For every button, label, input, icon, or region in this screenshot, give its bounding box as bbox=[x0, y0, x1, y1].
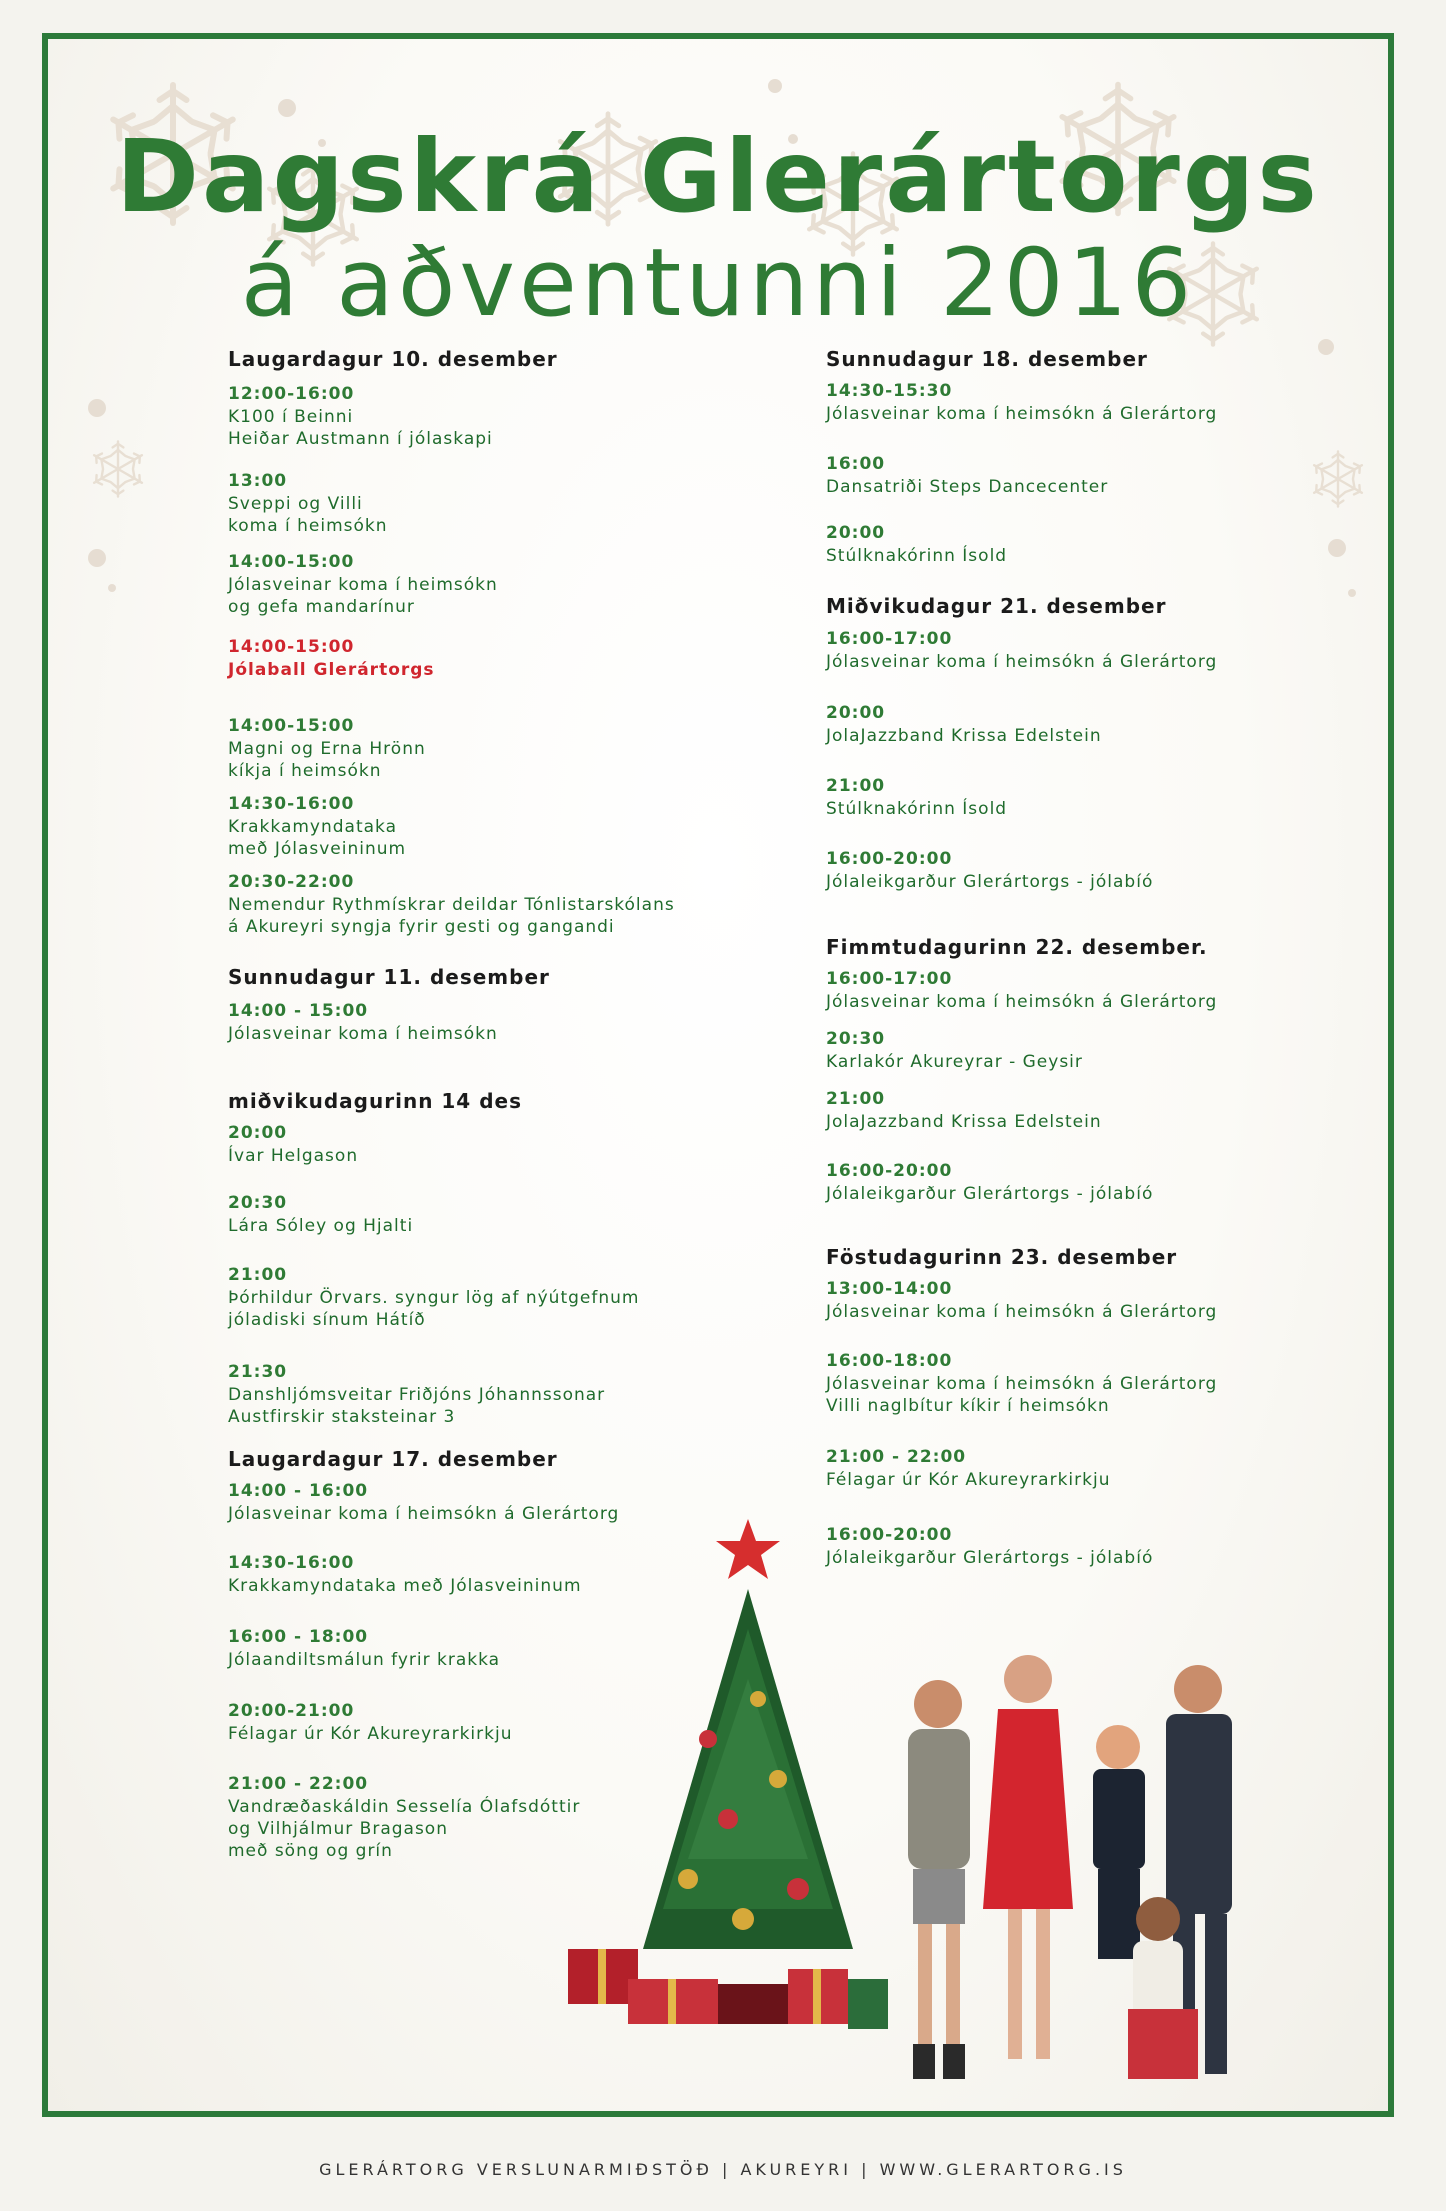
event-time: 16:00-17:00 bbox=[826, 629, 953, 649]
schedule-event bbox=[228, 635, 435, 681]
event-time: 16:00 bbox=[826, 454, 886, 474]
schedule-event bbox=[228, 792, 406, 860]
day-heading: Sunnudagur 18. desember bbox=[826, 347, 1148, 371]
event-time: 14:00-15:00 bbox=[228, 637, 355, 657]
schedule-event bbox=[826, 701, 1102, 747]
schedule-event bbox=[228, 1625, 500, 1671]
day-heading: Sunnudagur 11. desember bbox=[228, 965, 550, 989]
event-description: Villi naglbítur kíkir í heimsókn bbox=[826, 1396, 1110, 1416]
schedule-event bbox=[228, 1479, 619, 1525]
event-description: Danshljómsveitar Friðjóns Jóhannssonar bbox=[228, 1385, 606, 1405]
event-time: 16:00-20:00 bbox=[826, 849, 953, 869]
event-description: kíkja í heimsókn bbox=[228, 761, 382, 781]
decor-dot bbox=[88, 399, 106, 417]
event-time: 20:00 bbox=[826, 703, 886, 723]
decor-dot bbox=[768, 79, 782, 93]
title-line-2: á aðventunni 2016 bbox=[240, 229, 1196, 338]
event-description: Jólasveinar koma í heimsókn á Glerártorg bbox=[826, 1302, 1218, 1322]
event-description: Jólasveinar koma í heimsókn á Glerártorg bbox=[826, 1374, 1218, 1394]
event-description: Félagar úr Kór Akureyrarkirkju bbox=[228, 1724, 513, 1744]
schedule-event bbox=[826, 967, 1217, 1013]
event-time: 16:00-20:00 bbox=[826, 1525, 953, 1545]
event-time: 14:00-15:00 bbox=[228, 716, 355, 736]
schedule-event bbox=[826, 1159, 1153, 1205]
event-description: jóladiski sínum Hátíð bbox=[228, 1310, 426, 1330]
event-description: Sveppi og Villi bbox=[228, 494, 363, 514]
decor-dot bbox=[1328, 539, 1346, 557]
day-heading: Laugardagur 10. desember bbox=[228, 347, 558, 371]
event-time: 14:30-16:00 bbox=[228, 794, 355, 814]
event-time: 14:30-16:00 bbox=[228, 1553, 355, 1573]
event-description: Heiðar Austmann í jólaskapi bbox=[228, 429, 493, 449]
snowflake-icon bbox=[1308, 449, 1368, 509]
event-description: Ívar Helgason bbox=[228, 1146, 359, 1166]
schedule-event bbox=[228, 1551, 582, 1597]
event-time: 20:30 bbox=[228, 1193, 288, 1213]
schedule-event bbox=[228, 999, 498, 1045]
event-description: Karlakór Akureyrar - Geysir bbox=[826, 1052, 1083, 1072]
event-description: Dansatriði Steps Dancecenter bbox=[826, 477, 1109, 497]
schedule-event bbox=[826, 847, 1153, 893]
event-description: Krakkamyndataka bbox=[228, 817, 398, 837]
title-line-1: Dagskrá Glerártorgs bbox=[116, 118, 1320, 235]
event-description: með Jólasveininum bbox=[228, 839, 407, 859]
event-description: koma í heimsókn bbox=[228, 516, 388, 536]
event-time: 21:00 - 22:00 bbox=[826, 1447, 967, 1467]
schedule-event bbox=[826, 627, 1217, 673]
event-time: 20:00 bbox=[228, 1123, 288, 1143]
event-description: á Akureyri syngja fyrir gesti og gangandi bbox=[228, 917, 615, 937]
event-time: 20:00-21:00 bbox=[228, 1701, 355, 1721]
event-description: Jólaball Glerártorgs bbox=[228, 660, 435, 680]
event-description: Jólaandiltsmálun fyrir krakka bbox=[228, 1650, 501, 1670]
event-description: Magni og Erna Hrönn bbox=[228, 739, 426, 759]
event-time: 20:30-22:00 bbox=[228, 872, 355, 892]
event-description: Félagar úr Kór Akureyrarkirkju bbox=[826, 1470, 1111, 1490]
event-description: Jólasveinar koma í heimsókn á Glerártorg bbox=[228, 1504, 620, 1524]
schedule-event bbox=[826, 379, 1217, 425]
schedule-event bbox=[228, 1263, 639, 1331]
event-description: K100 í Beinni bbox=[228, 407, 354, 427]
event-description: Vandræðaskáldin Sesselía Ólafsdóttir bbox=[228, 1797, 581, 1817]
schedule-event bbox=[228, 382, 493, 450]
event-time: 13:00 bbox=[228, 471, 288, 491]
event-time: 14:00-15:00 bbox=[228, 552, 355, 572]
schedule-event bbox=[826, 774, 1007, 820]
event-time: 20:00 bbox=[826, 523, 886, 543]
decor-dot bbox=[88, 549, 106, 567]
day-heading: Miðvikudagur 21. desember bbox=[826, 594, 1167, 618]
snowflake-icon bbox=[88, 439, 148, 499]
event-description: Lára Sóley og Hjalti bbox=[228, 1216, 414, 1236]
event-description: með söng og grín bbox=[228, 1841, 393, 1861]
event-description: Austfirskir staksteinar 3 bbox=[228, 1407, 456, 1427]
event-description: og gefa mandarínur bbox=[228, 597, 415, 617]
event-description: Jólasveinar koma í heimsókn bbox=[228, 575, 498, 595]
schedule-event bbox=[228, 550, 498, 618]
event-time: 21:00 bbox=[826, 1089, 886, 1109]
schedule-event bbox=[826, 1277, 1217, 1323]
event-time: 14:00 - 15:00 bbox=[228, 1001, 369, 1021]
event-time: 21:00 bbox=[826, 776, 886, 796]
event-description: Jólaleikgarður Glerártorgs - jólabíó bbox=[826, 1184, 1154, 1204]
event-description: og Vilhjálmur Bragason bbox=[228, 1819, 448, 1839]
event-description: Stúlknakórinn Ísold bbox=[826, 546, 1008, 566]
footer: GLERÁRTORG VERSLUNARMIÐSTÖÐ | AKUREYRI | WWW.GLERARTORG.IS bbox=[319, 2160, 1127, 2179]
schedule-event bbox=[228, 1121, 358, 1167]
event-time: 21:30 bbox=[228, 1362, 288, 1382]
schedule-event bbox=[228, 1360, 605, 1428]
event-time: 16:00 - 18:00 bbox=[228, 1627, 369, 1647]
event-description: Stúlknakórinn Ísold bbox=[826, 799, 1008, 819]
event-time: 13:00-14:00 bbox=[826, 1279, 953, 1299]
star-icon bbox=[716, 1519, 780, 1579]
event-description: JolaJazzband Krissa Edelstein bbox=[826, 1112, 1102, 1132]
poster-frame bbox=[42, 33, 1394, 2117]
event-time: 20:30 bbox=[826, 1029, 886, 1049]
schedule-event bbox=[228, 1191, 413, 1237]
decor-dot bbox=[108, 584, 116, 592]
decor-dot bbox=[1318, 339, 1334, 355]
event-time: 12:00-16:00 bbox=[228, 384, 355, 404]
christmas-tree-family-illustration bbox=[568, 1479, 1268, 2117]
schedule-event bbox=[826, 1087, 1102, 1133]
event-time: 21:00 bbox=[228, 1265, 288, 1285]
event-time: 21:00 - 22:00 bbox=[228, 1774, 369, 1794]
schedule-event bbox=[228, 1699, 512, 1745]
event-description: Jólaleikgarður Glerártorgs - jólabíó bbox=[826, 1548, 1154, 1568]
event-description: Jólaleikgarður Glerártorgs - jólabíó bbox=[826, 872, 1154, 892]
event-description: Jólasveinar koma í heimsókn á Glerártorg bbox=[826, 404, 1218, 424]
event-time: 16:00-18:00 bbox=[826, 1351, 953, 1371]
schedule-event bbox=[826, 1027, 1083, 1073]
schedule-event bbox=[228, 870, 675, 938]
schedule-event bbox=[228, 1772, 580, 1862]
event-description: Jólasveinar koma í heimsókn á Glerártorg bbox=[826, 992, 1218, 1012]
event-description: Nemendur Rythmískrar deildar Tónlistarskólans bbox=[228, 895, 675, 915]
decor-dot bbox=[278, 99, 296, 117]
event-time: 14:30-15:30 bbox=[826, 381, 953, 401]
event-time: 16:00-17:00 bbox=[826, 969, 953, 989]
event-time: 16:00-20:00 bbox=[826, 1161, 953, 1181]
event-description: Krakkamyndataka með Jólasveininum bbox=[228, 1576, 582, 1596]
event-description: JolaJazzband Krissa Edelstein bbox=[826, 726, 1102, 746]
day-heading: Föstudagurinn 23. desember bbox=[826, 1245, 1178, 1269]
schedule-event bbox=[826, 521, 1007, 567]
schedule-event bbox=[826, 1349, 1217, 1417]
event-description: Þórhildur Örvars. syngur lög af nýútgefnum bbox=[228, 1288, 640, 1308]
schedule-event bbox=[826, 452, 1108, 498]
event-time: 14:00 - 16:00 bbox=[228, 1481, 369, 1501]
decor-dot bbox=[1348, 589, 1356, 597]
event-description: Jólasveinar koma í heimsókn bbox=[228, 1024, 498, 1044]
day-heading: miðvikudagurinn 14 des bbox=[228, 1089, 522, 1113]
day-heading: Laugardagur 17. desember bbox=[228, 1447, 558, 1471]
schedule-event bbox=[228, 714, 426, 782]
event-description: Jólasveinar koma í heimsókn á Glerártorg bbox=[826, 652, 1218, 672]
schedule-event bbox=[228, 469, 388, 537]
day-heading: Fimmtudagurinn 22. desember. bbox=[826, 935, 1208, 959]
